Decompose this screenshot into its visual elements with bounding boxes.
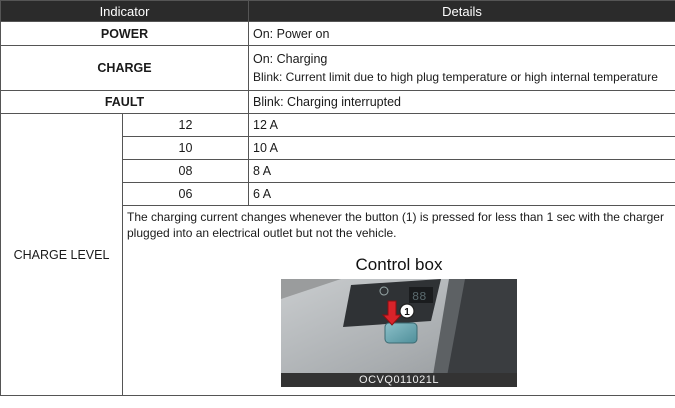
level-amps: 12 A xyxy=(249,114,675,137)
header-details: Details xyxy=(249,1,675,22)
level-code: 06 xyxy=(123,183,249,206)
charge-label: CHARGE xyxy=(1,46,249,91)
row-fault xyxy=(1,91,675,114)
image-code: OCVQ011021L xyxy=(281,373,517,387)
level-amps: 8 A xyxy=(249,160,675,183)
level-code: 12 xyxy=(123,114,249,137)
charge-level-note xyxy=(123,206,675,396)
power-details: On: Power on xyxy=(249,22,675,46)
charge-details-blink: Blink: Current limit due to high plug temperature or high internal temperature xyxy=(253,70,658,84)
svg-text:88: 88 xyxy=(412,290,427,304)
row-power xyxy=(1,22,675,46)
fault-label: FAULT xyxy=(1,91,249,114)
figure-container xyxy=(127,279,671,387)
level-code: 10 xyxy=(123,137,249,160)
control-box-illustration xyxy=(281,279,517,387)
note-line-1: The charging current changes whenever the button (1) is pressed for less than 1 sec with the charger xyxy=(127,210,664,224)
power-label: POWER xyxy=(1,22,249,46)
level-row xyxy=(1,114,675,137)
charge-level-label: CHARGE LEVEL xyxy=(1,114,123,396)
figure-title: Control box xyxy=(355,255,443,274)
header-indicator: Indicator xyxy=(1,1,249,22)
note-line-2: plugged into an electrical outlet but not the vehicle. xyxy=(127,226,397,240)
level-amps: 6 A xyxy=(249,183,675,206)
control-box-button xyxy=(385,323,417,343)
table-header-row xyxy=(1,1,675,22)
level-amps: 10 A xyxy=(249,137,675,160)
level-code: 08 xyxy=(123,160,249,183)
control-box-figure xyxy=(281,279,517,387)
charge-details xyxy=(249,46,675,91)
charge-details-on: On: Charging xyxy=(253,52,328,66)
fault-details: Blink: Charging interrupted xyxy=(249,91,675,114)
row-charge xyxy=(1,46,675,91)
callout-number: 1 xyxy=(404,307,410,318)
